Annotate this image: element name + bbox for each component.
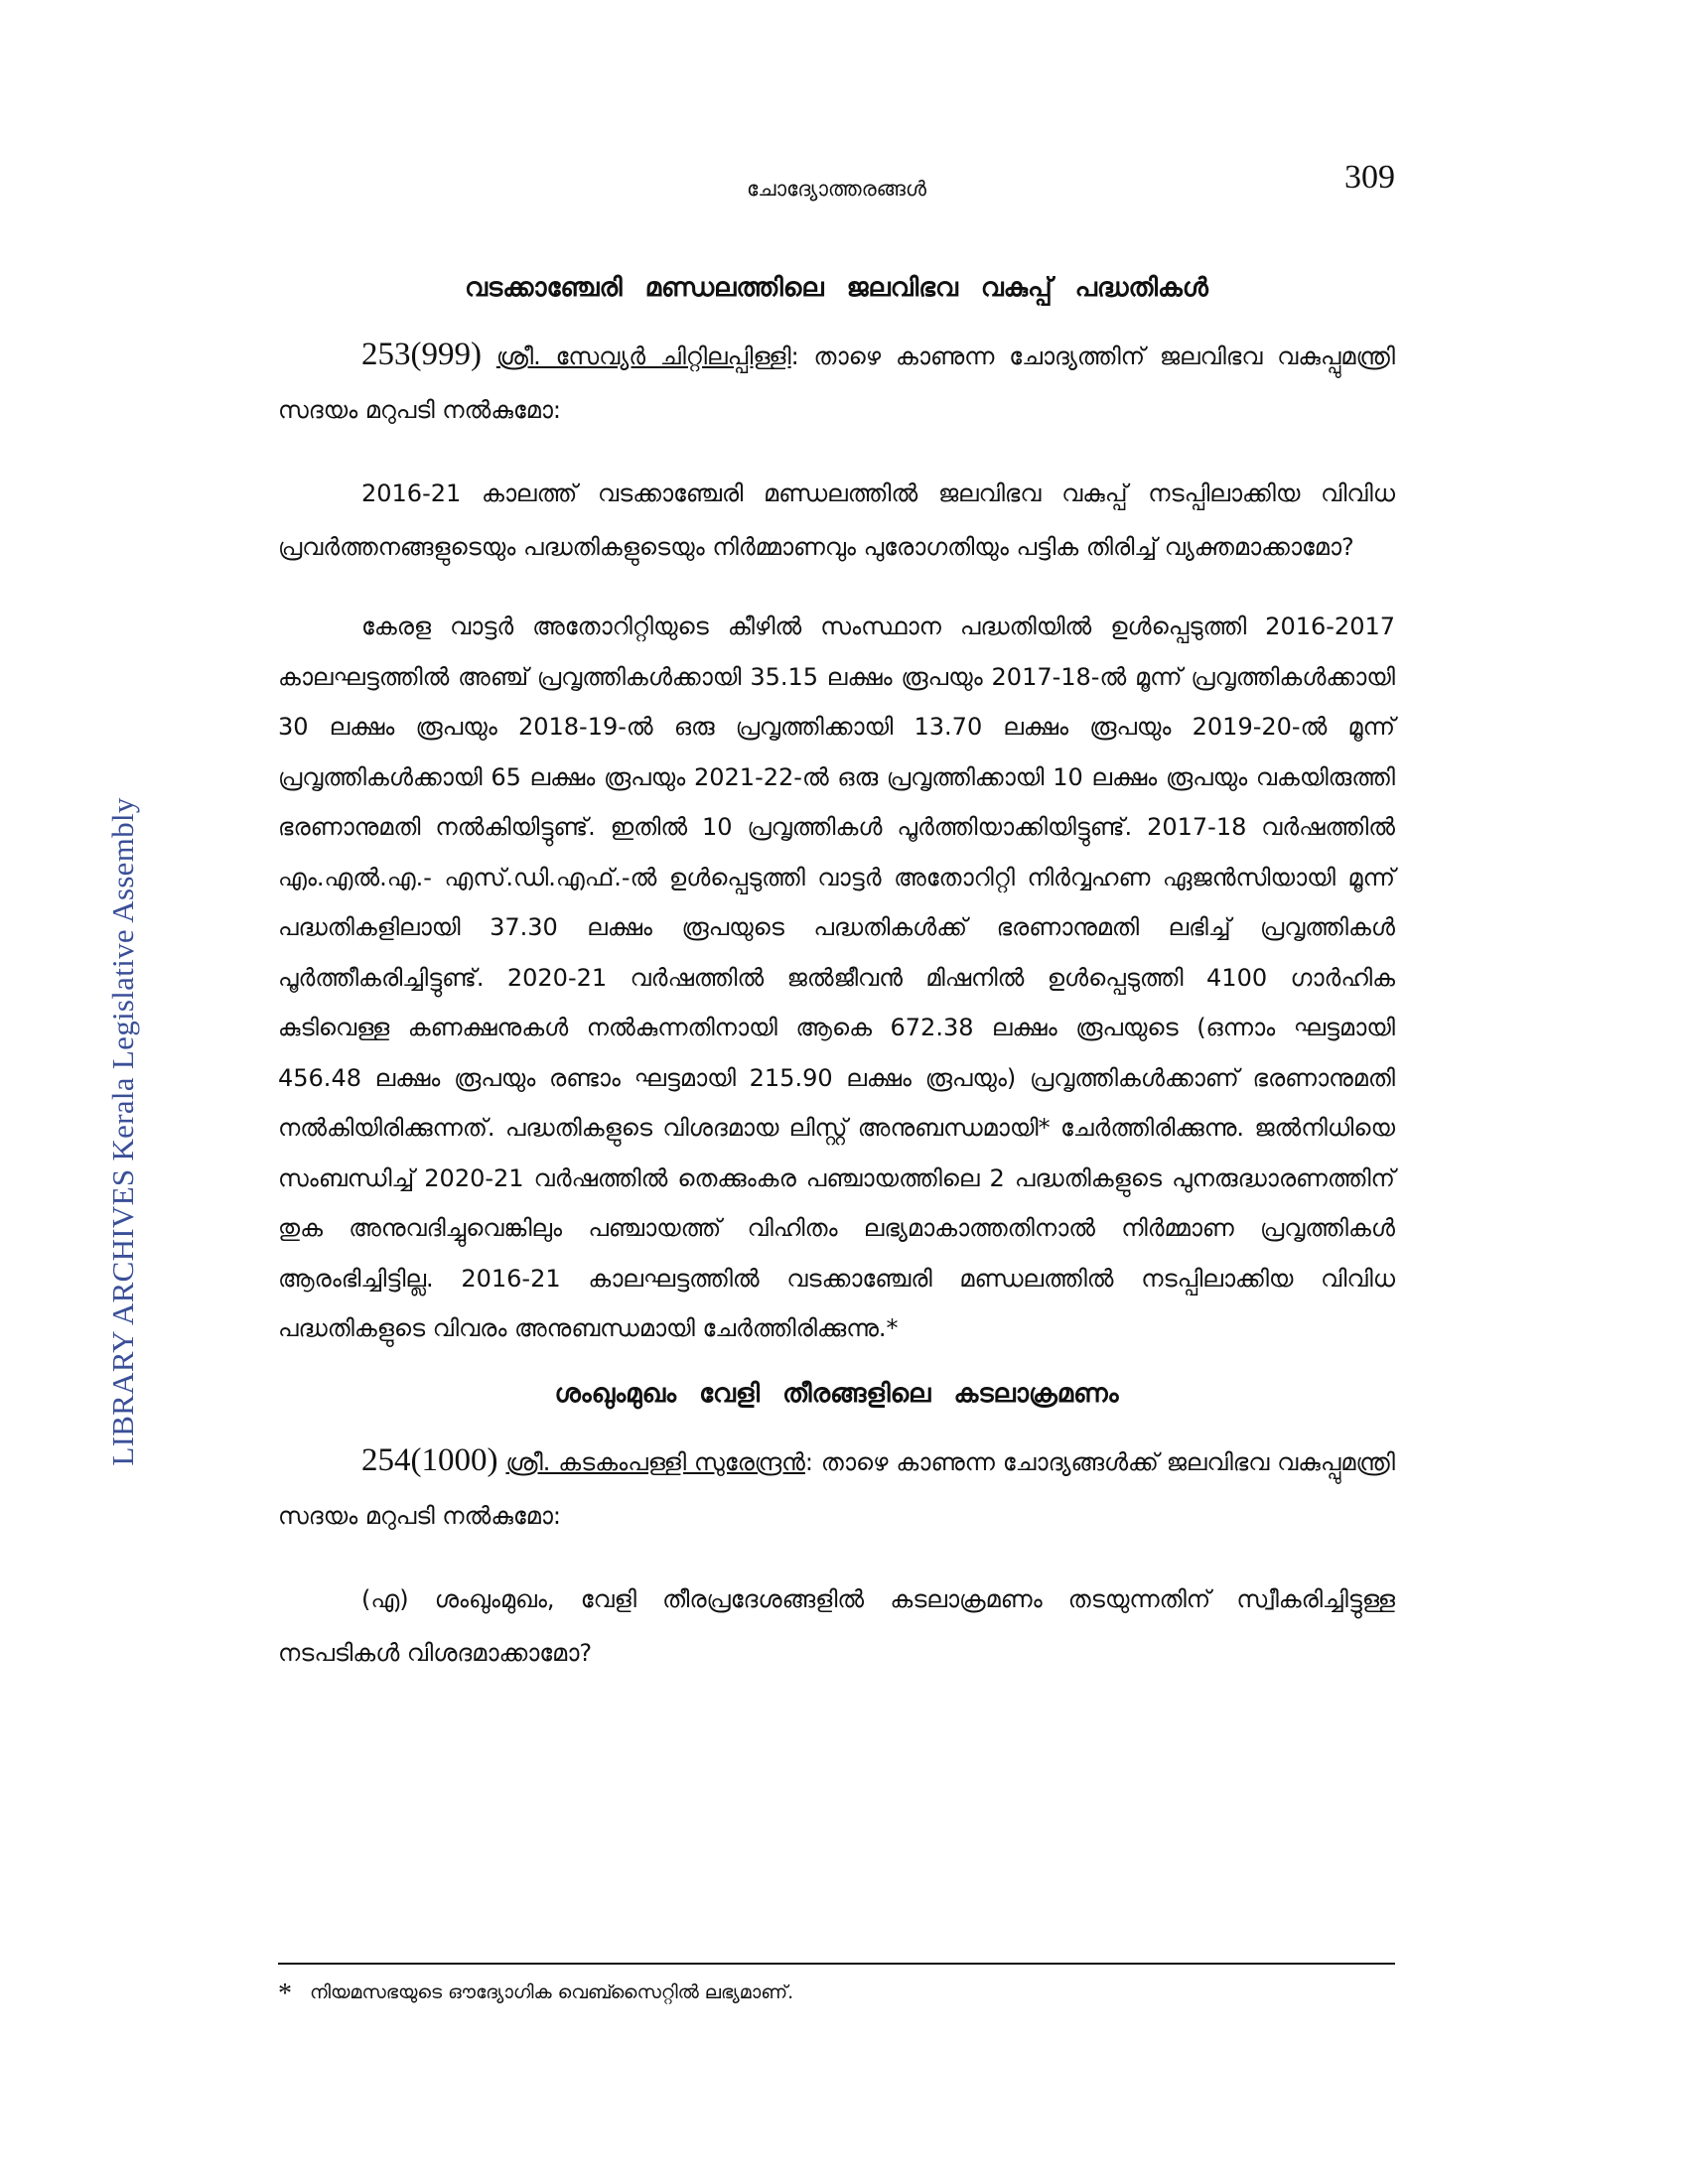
question-253-number: 253(999) xyxy=(361,337,482,372)
question-254-member: ശ്രീ. കടകംപള്ളി സുരേന്ദ്രൻ xyxy=(505,1447,805,1476)
question-254-intro xyxy=(278,1433,1395,1543)
archive-watermark-text: LIBRARY ARCHIVES Kerala Legislative Assembly xyxy=(105,797,140,1466)
question-254-heading: ശംഖുംമുഖം വേളി തീരങ്ങളിലെ കടലാക്രമണം xyxy=(554,1378,1119,1409)
question-253-intro xyxy=(278,328,1395,437)
document-body xyxy=(278,268,1395,1680)
running-header xyxy=(278,159,1395,218)
footnote xyxy=(278,1978,1395,2009)
footnote-text: നിയമസഭയുടെ ഔദ്യോഗിക വെബ്സൈറ്റിൽ ലഭ്യമാണ്. xyxy=(310,1981,794,2003)
header-title: ചോദ്യോത്തരങ്ങൾ xyxy=(746,177,927,201)
footnote-mark: * xyxy=(278,1979,292,2009)
question-253-body: 2016-21 കാലത്ത് വടക്കാഞ്ചേരി മണ്ഡലത്തിൽ ജലവിഭവ വകുപ്പ് നടപ്പിലാക്കിയ വിവിധ പ്രവർത്തനങ്ങളുടെയും പദ്ധതികളുടെയും നിർമ്മാണവും പുരോഗതിയും പട്ടിക തിരിച്ച് വ്യക്തമാക്കാമോ? xyxy=(278,479,1395,561)
question-254-intro-text: : താഴെ കാണുന്ന ചോദ്യങ്ങൾക്ക് ജലവിഭവ വകുപ്പുമന്ത്രി സദയം മറുപടി നൽകുമോ: xyxy=(278,1447,1395,1530)
question-253-intro-text: : താഴെ കാണുന്ന ചോദ്യത്തിന് ജലവിഭവ വകുപ്പുമന്ത്രി സദയം മറുപടി നൽകുമോ: xyxy=(278,342,1396,424)
question-253-member: ശ്രീ. സേവ്യർ ചിറ്റിലപ്പിള്ളി xyxy=(495,342,791,370)
question-254-body: (എ) ശംഖുംമുഖം, വേളി തീരപ്രദേശങ്ങളിൽ കടലാക്രമണം തടയുന്നതിന് സ്വീകരിച്ചിട്ടുള്ള നടപടികൾ വിശദമാക്കാമോ? xyxy=(278,1584,1395,1667)
answer-253-body: കേരള വാട്ടർ അതോറിറ്റിയുടെ കീഴിൽ സംസ്ഥാന പദ്ധതിയിൽ ഉൾപ്പെടുത്തി 2016-2017 കാലഘട്ടത്തിൽ അഞ്ച് പ്രവൃത്തികൾക്കായി 35.15 ലക്ഷം രൂപയും 2017-18-ൽ മൂന്ന് പ്രവൃത്തികൾക്കായി 30 ലക്ഷം രൂപയും 2018-19-ൽ ഒരു പ്രവൃത്തിക്കായി 13.70 ലക്ഷം രൂപയും 2019-20-ൽ മൂന്ന് പ്രവൃത്തികൾക്കായി 65 ലക്ഷം രൂപയും 2021-22-ൽ ഒരു പ്രവൃത്തിക്കായി 10 ലക്ഷം രൂപയും വകയിരുത്തി ഭരണാനുമതി നൽകിയിട്ടുണ്ട്. ഇതിൽ 10 പ്രവൃത്തികൾ പൂർത്തിയാക്കിയിട്ടുണ്ട്. 2017-18 വർഷത്തിൽ എം.എൽ.എ.- എസ്.ഡി.എഫ്.-ൽ ഉൾപ്പെടുത്തി വാട്ടർ അതോറിറ്റി നിർവ്വഹണ ഏജൻസിയായി മൂന്ന് പദ്ധതികളിലായി 37.30 ലക്ഷം രൂപയുടെ പദ്ധതികൾക്ക് ഭരണാനുമതി ലഭിച്ച് പ്രവൃത്തികൾ പൂർത്തീകരിച്ചിട്ടുണ്ട്. 2020-21 വർഷത്തിൽ ജൽജീവൻ മിഷനിൽ ഉൾപ്പെടുത്തി 4100 ഗാർഹിക കുടിവെള്ള കണക്ഷനുകൾ നൽകുന്നതിനായി ആകെ 672.38 ലക്ഷം രൂപയുടെ (ഒന്നാം ഘട്ടമായി 456.48 ലക്ഷം രൂപയും രണ്ടാം ഘട്ടമായി 215.90 ലക്ഷം രൂപയും) പ്രവൃത്തികൾക്കാണ് ഭരണാനുമതി നൽകിയിരിക്കുന്നത്. പദ്ധതികളുടെ വിശദമായ ലിസ്റ്റ് അനുബന്ധമായി* ചേർത്തിരിക്കുന്നു. ജൽനിധിയെ സംബന്ധിച്ച് 2020-21 വർഷത്തിൽ തെക്കുംകര പഞ്ചായത്തിലെ 2 പദ്ധതികളുടെ പുനരുദ്ധാരണത്തിന് തുക അനുവദിച്ചുവെങ്കിലും പഞ്ചായത്ത് വിഹിതം ലഭ്യമാകാത്തതിനാൽ നിർമ്മാണ പ്രവൃത്തികൾ ആരംഭിച്ചിട്ടില്ല. 2016-21 കാലഘട്ടത്തിൽ വടക്കാഞ്ചേരി മണ്ഡലത്തിൽ നടപ്പിലാക്കിയ വിവിധ പദ്ധതികളുടെ വിവരം അനുബന്ധമായി ചേർത്തിരിക്കുന്നു.* xyxy=(278,613,1395,1342)
page-number: 309 xyxy=(1344,159,1395,196)
archive-watermark xyxy=(99,735,147,1529)
question-253-heading: വടക്കാഞ്ചേരി മണ്ഡലത്തിലെ ജലവിഭവ വകുപ്പ് പദ്ധതികൾ xyxy=(465,273,1208,303)
footnote-divider xyxy=(278,1963,1395,1965)
question-254-number: 254(1000) xyxy=(361,1441,498,1478)
